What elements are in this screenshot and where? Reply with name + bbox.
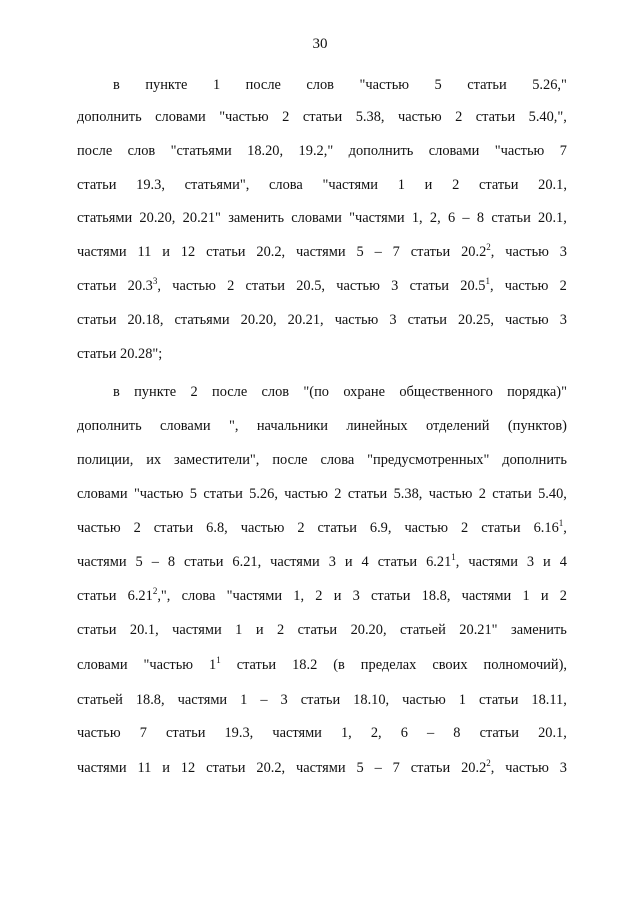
- word: –: [374, 760, 382, 776]
- word: 1: [235, 622, 243, 638]
- word: и: [543, 554, 551, 570]
- word: словами: [77, 486, 128, 502]
- word: 18.8,: [421, 588, 451, 604]
- word: –: [427, 725, 435, 741]
- word: "(по: [303, 384, 329, 400]
- word: 5.40,: [538, 486, 567, 502]
- word: линейных: [346, 418, 408, 434]
- word: статьи: [153, 520, 194, 536]
- word: пункте: [145, 77, 188, 93]
- word: 5: [356, 244, 364, 260]
- word: 18.20,: [247, 143, 284, 159]
- word: 20.20,: [350, 622, 387, 638]
- word: "частями: [226, 588, 283, 604]
- word: и: [424, 177, 433, 193]
- word: словами: [77, 657, 128, 673]
- text-line: [77, 588, 567, 605]
- word: 6: [447, 210, 456, 226]
- word: частью: [505, 244, 549, 260]
- word: общественного: [399, 384, 493, 400]
- word: статьи: [302, 109, 343, 125]
- word: 2: [334, 486, 342, 502]
- word: частью: [505, 312, 549, 328]
- word: 8: [167, 554, 176, 570]
- word: –: [260, 692, 268, 708]
- word: 5: [434, 77, 442, 93]
- word: статьями: [174, 312, 230, 328]
- word: частью: [284, 486, 328, 502]
- word: 3: [280, 692, 288, 708]
- word: 3: [559, 760, 567, 776]
- word: частями: [172, 622, 222, 638]
- word: 18.11,: [531, 692, 567, 708]
- word: 3: [391, 278, 399, 294]
- word: "частью: [494, 143, 545, 159]
- word: после: [77, 143, 113, 159]
- word: –: [151, 554, 159, 570]
- word: 5.26,": [532, 77, 567, 93]
- page-number: 30: [312, 36, 328, 52]
- word: словами: [155, 109, 206, 125]
- word: слова: [269, 177, 303, 193]
- word: статьи: [203, 486, 243, 502]
- word: 1: [240, 692, 248, 708]
- text-line: [77, 109, 567, 126]
- word: 12: [180, 760, 196, 776]
- word: 2: [190, 384, 198, 400]
- word: 19.2,": [298, 143, 334, 159]
- text-line: [77, 486, 567, 503]
- word: частью: [172, 278, 216, 294]
- word: 7: [139, 725, 147, 741]
- word: 20.2$^2$,: [461, 242, 495, 260]
- word: 3: [559, 312, 567, 328]
- word: статьи: [467, 77, 507, 93]
- word: 20.2,: [256, 760, 286, 776]
- text-line: [77, 520, 567, 537]
- word: полномочий),: [483, 657, 567, 673]
- word: статьи: [300, 692, 341, 708]
- word: частью: [404, 520, 449, 536]
- text-line: [77, 210, 567, 227]
- word: –: [462, 210, 470, 226]
- word: статьи: [492, 486, 532, 502]
- word: охране: [343, 384, 386, 400]
- word: 5: [356, 760, 364, 776]
- word: статьи: [77, 177, 117, 193]
- text-line: [77, 143, 567, 160]
- text-line: [77, 692, 567, 709]
- word: и: [162, 244, 170, 260]
- word: 11: [137, 760, 152, 776]
- word: "частью: [133, 486, 184, 502]
- word: 2: [227, 278, 235, 294]
- word: "частями: [349, 210, 405, 226]
- word: 5.38,: [355, 109, 385, 125]
- word: статьями",: [184, 177, 250, 193]
- word: частями: [461, 588, 512, 604]
- word: статьи: [479, 725, 519, 741]
- word: 20.21": [459, 622, 498, 638]
- word: 6: [400, 725, 408, 741]
- word: 20.5$^1$,: [460, 276, 494, 294]
- word: 4: [361, 554, 369, 570]
- word: порядка)": [507, 384, 567, 400]
- text-line: [77, 278, 567, 295]
- word: 2: [559, 278, 567, 294]
- word: –: [374, 244, 382, 260]
- word: 19.3,: [136, 177, 165, 193]
- word: статьи: [478, 692, 519, 708]
- word: начальники: [256, 418, 328, 434]
- word: $1^1$: [209, 655, 221, 673]
- word: слова: [181, 588, 216, 604]
- word: 20.2$^2$,: [461, 758, 495, 776]
- word: заместители",: [174, 452, 260, 468]
- word: 4: [559, 554, 567, 570]
- word: 20.21": [182, 210, 221, 226]
- word: словами: [160, 418, 211, 434]
- word: пункте: [134, 384, 177, 400]
- word: (в: [333, 657, 345, 673]
- word: 2: [277, 622, 285, 638]
- word: 2: [133, 520, 141, 536]
- text-line: [77, 554, 567, 571]
- word: статьи: [77, 588, 117, 604]
- word: частями: [77, 554, 127, 570]
- word: 2,: [429, 210, 441, 226]
- word: статьи: [409, 278, 449, 294]
- word: 3: [559, 244, 567, 260]
- word: статьи: [77, 622, 117, 638]
- word: 6.9,: [369, 520, 392, 536]
- word: 7: [392, 244, 400, 260]
- word: частью: [505, 760, 549, 776]
- word: 20.21,: [287, 312, 324, 328]
- word: после: [245, 77, 281, 93]
- word: частью: [504, 278, 549, 294]
- text-line: [77, 312, 567, 329]
- word: статьи: [206, 760, 246, 776]
- word: 6.21$^1$,: [426, 552, 460, 570]
- word: 20.25,: [458, 312, 495, 328]
- word: 2,: [370, 725, 382, 741]
- word: дополнить: [348, 143, 414, 159]
- word: и: [255, 622, 264, 638]
- word: 1,: [411, 210, 423, 226]
- word: в: [113, 77, 120, 93]
- word: статьи: [377, 554, 418, 570]
- text-line: [77, 760, 567, 777]
- word: 20.1,: [538, 177, 567, 193]
- word: 2: [282, 109, 290, 125]
- word: статьи: [371, 588, 411, 604]
- word: (пунктов): [507, 418, 567, 434]
- word: после: [212, 384, 248, 400]
- word: "частью: [359, 77, 410, 93]
- word: "частью: [143, 657, 194, 673]
- word: "предусмотренных": [367, 452, 490, 468]
- word: частью: [77, 520, 121, 536]
- word: 5.26,: [249, 486, 278, 502]
- word: статьей: [400, 622, 446, 638]
- word: статьи: [481, 520, 521, 536]
- word: дополнить: [502, 452, 567, 468]
- word: своих: [432, 657, 468, 673]
- word: 2: [478, 486, 486, 502]
- word: статьи: [77, 312, 117, 328]
- word: 2: [452, 177, 460, 193]
- word: 7: [392, 760, 400, 776]
- word: 6.8,: [206, 520, 228, 536]
- word: 6.21$^2$,",: [127, 586, 171, 604]
- word: статьи: [184, 554, 224, 570]
- word: 11: [137, 244, 152, 260]
- word: частью: [240, 520, 285, 536]
- text-line: [77, 346, 162, 363]
- word: частями: [272, 725, 322, 741]
- word: 20.20,: [240, 312, 277, 328]
- word: 18.8,: [135, 692, 165, 708]
- word: статьи: [407, 312, 447, 328]
- word: статьи: [245, 278, 285, 294]
- word: заменить: [228, 210, 285, 226]
- word: частью: [428, 486, 473, 502]
- word: и: [333, 588, 342, 604]
- text-line: [77, 657, 567, 674]
- word: 8: [476, 210, 485, 226]
- word: частями: [296, 244, 346, 260]
- word: после: [272, 452, 308, 468]
- word: слов: [306, 77, 334, 93]
- word: 1,: [293, 588, 305, 604]
- word: 2: [455, 109, 463, 125]
- word: статьями: [77, 210, 133, 226]
- word: 3: [526, 554, 535, 570]
- word: частью: [402, 692, 446, 708]
- text-line: [113, 77, 567, 94]
- word: 5.40,",: [528, 109, 567, 125]
- word: 18.2: [292, 657, 318, 673]
- word: 2: [297, 520, 305, 536]
- word: статьи: [297, 622, 338, 638]
- word: пределах: [360, 657, 417, 673]
- word: словами: [291, 210, 342, 226]
- word: 1,: [340, 725, 352, 741]
- word: частями: [177, 692, 228, 708]
- word: частями: [270, 554, 320, 570]
- word: 18.10,: [353, 692, 390, 708]
- word: статьи: [410, 244, 451, 260]
- word: 20.2,: [256, 244, 286, 260]
- word: статьи: [475, 109, 516, 125]
- word: статьи: [206, 244, 246, 260]
- word: частями: [296, 760, 346, 776]
- word: 1: [458, 692, 466, 708]
- word: словами: [428, 143, 480, 159]
- word: 2: [315, 588, 323, 604]
- word: и: [540, 588, 549, 604]
- word: 20.5,: [296, 278, 325, 294]
- word: статьи: [410, 760, 451, 776]
- word: частями: [77, 244, 127, 260]
- text-line: [77, 244, 567, 261]
- word: 5: [189, 486, 197, 502]
- word: заменить: [511, 622, 567, 638]
- word: статьи: [77, 278, 117, 294]
- word: частью: [336, 278, 380, 294]
- word: 20.1,: [129, 622, 159, 638]
- word: 6.16$^1$,: [533, 518, 567, 536]
- word: и: [344, 554, 353, 570]
- word: "статьями: [170, 143, 232, 159]
- word: "частями: [322, 177, 378, 193]
- word: отделений: [425, 418, 490, 434]
- word: частями: [77, 760, 127, 776]
- word: статьи: [165, 725, 206, 741]
- word: дополнить: [77, 109, 142, 125]
- word: "частью: [219, 109, 269, 125]
- word: их: [146, 452, 162, 468]
- word: частями: [468, 554, 518, 570]
- word: 1: [522, 588, 530, 604]
- word: 1: [212, 77, 221, 93]
- word: 20.20,: [139, 210, 176, 226]
- word: 3: [352, 588, 360, 604]
- word: частью: [397, 109, 442, 125]
- word: статьи 20.28";: [77, 346, 163, 362]
- word: 19.3,: [224, 725, 254, 741]
- word: 2: [559, 588, 567, 604]
- word: 2: [461, 520, 469, 536]
- word: частью: [334, 312, 379, 328]
- word: слов: [127, 143, 156, 159]
- word: статьи: [479, 177, 519, 193]
- word: 20.1,: [538, 210, 567, 226]
- word: статьи: [491, 210, 531, 226]
- text-line: [77, 177, 567, 194]
- word: 20.18,: [127, 312, 164, 328]
- word: 6.21,: [232, 554, 262, 570]
- word: статьи: [236, 657, 277, 673]
- word: дополнить: [77, 418, 142, 434]
- word: 20.1,: [538, 725, 567, 741]
- text-line: [77, 418, 567, 435]
- word: и: [162, 760, 170, 776]
- word: 5.38,: [393, 486, 423, 502]
- word: 3: [328, 554, 336, 570]
- word: статьей: [77, 692, 123, 708]
- text-line: [77, 622, 567, 639]
- word: в: [113, 384, 120, 400]
- word: ",: [229, 418, 239, 434]
- word: статьи: [317, 520, 357, 536]
- word: 3: [389, 312, 397, 328]
- word: частью: [77, 725, 121, 741]
- text-line: [113, 384, 567, 401]
- word: 20.3$^3$,: [127, 276, 161, 294]
- text-line: [77, 452, 567, 469]
- word: 1: [397, 177, 405, 193]
- word: статьи: [347, 486, 388, 502]
- word: слова: [320, 452, 355, 468]
- word: 8: [453, 725, 461, 741]
- text-line: [77, 725, 567, 742]
- word: слов: [261, 384, 290, 400]
- word: полиции,: [77, 452, 134, 468]
- word: 12: [180, 244, 196, 260]
- word: 5: [135, 554, 143, 570]
- word: 7: [559, 143, 567, 159]
